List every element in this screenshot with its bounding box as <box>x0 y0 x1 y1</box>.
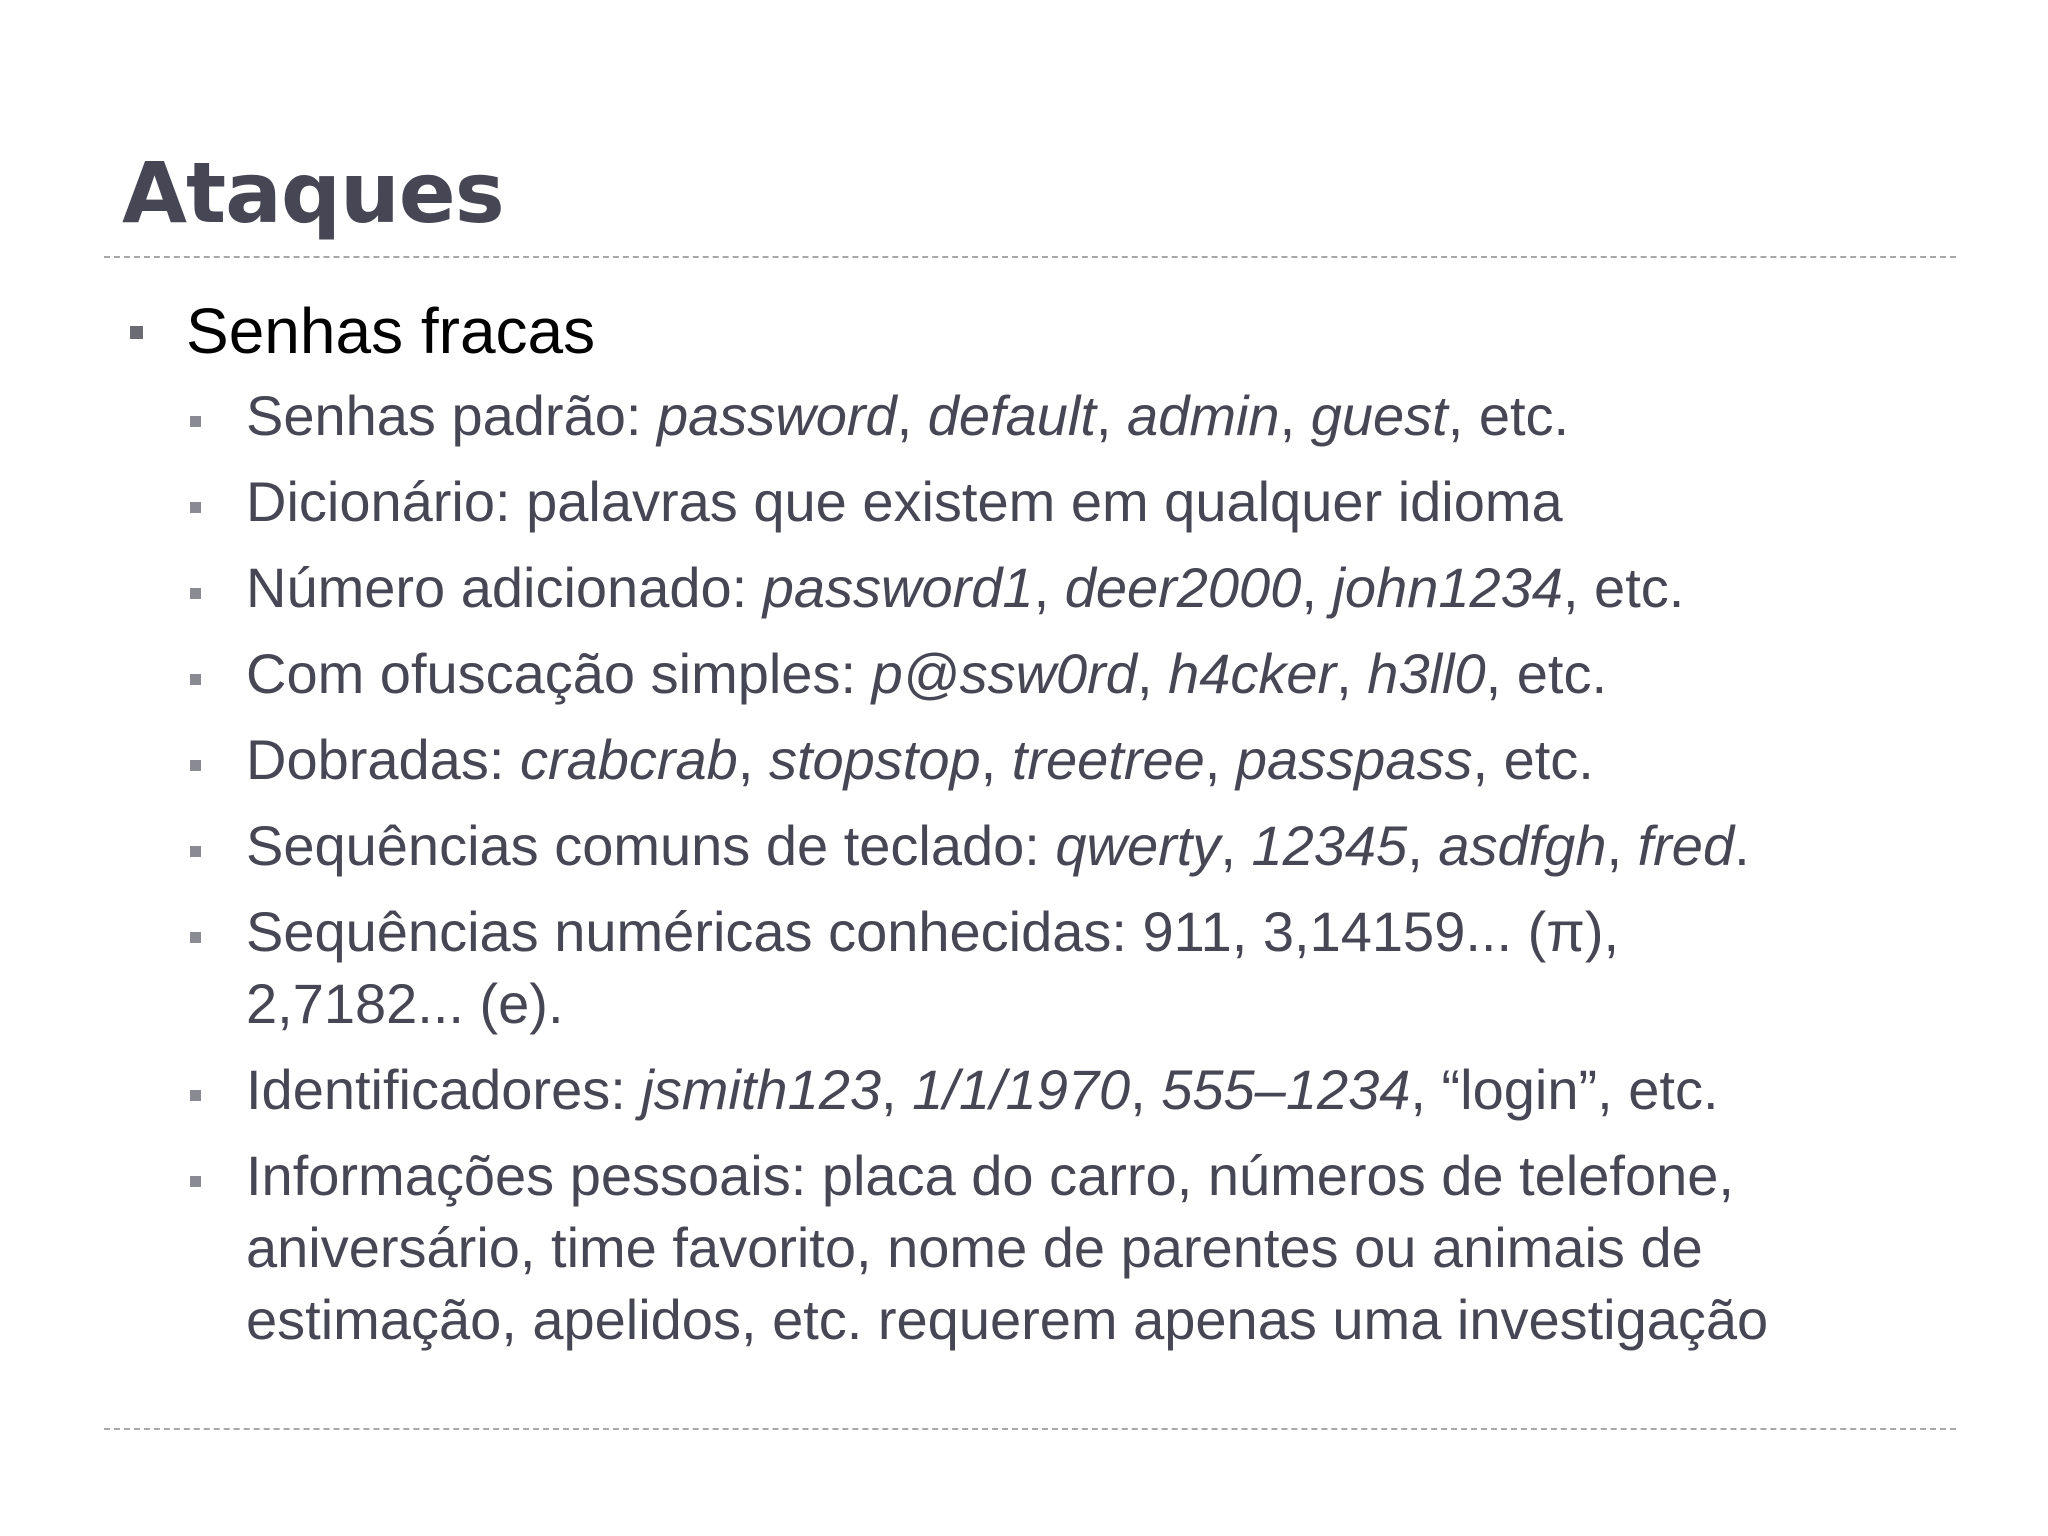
example-term: qwerty <box>1055 814 1221 877</box>
sub-bullet-line <box>246 1284 1966 1356</box>
example-term: deer2000 <box>1064 556 1302 619</box>
example-term: jsmith123 <box>641 1058 882 1121</box>
sub-bullet-line <box>246 638 1966 710</box>
sub-bullet-text: Número adicionado: <box>246 556 763 619</box>
example-term: passpass <box>1235 728 1473 791</box>
sub-bullet-item <box>246 724 1966 796</box>
sub-bullet-text: , etc. <box>1472 728 1594 791</box>
sub-bullet-text: , <box>881 1058 913 1121</box>
sub-bullet-text: estimação, apelidos, etc. requerem apenas uma investigação <box>246 1288 1769 1351</box>
bullet-text: Senhas fracas <box>186 295 596 367</box>
sub-bullet-text: , <box>1279 384 1311 447</box>
example-term: h4cker <box>1168 642 1337 705</box>
example-term: 555–1234 <box>1161 1058 1411 1121</box>
sub-bullet-text: Informações pessoais: placa do carro, números de telefone, <box>246 1144 1734 1207</box>
sub-bullet-text: Dicionário: palavras que existem em qualquer idioma <box>246 470 1563 533</box>
sub-bullet-text: 2,7182... (e). <box>246 972 564 1035</box>
sub-bullet-text: , <box>1301 556 1333 619</box>
sub-bullet-text: , “login”, etc. <box>1410 1058 1719 1121</box>
sub-bullet-square-icon <box>190 1090 201 1101</box>
sub-bullet-line <box>246 896 1966 968</box>
slide-title: Ataques <box>122 144 504 242</box>
sub-bullet-text: , <box>980 728 1012 791</box>
sub-bullet-text: , <box>1220 814 1252 877</box>
sub-bullet-line <box>246 1212 1966 1284</box>
bullet-senhas-fracas <box>186 290 595 372</box>
example-term: admin <box>1127 384 1280 447</box>
sub-bullet-text: , <box>1407 814 1439 877</box>
title-divider <box>104 256 1956 258</box>
sub-bullet-text: Senhas padrão: <box>246 384 657 447</box>
sub-bullet-item <box>246 1140 1966 1356</box>
sub-bullet-line <box>246 968 1966 1040</box>
bullet-square-icon <box>130 326 143 339</box>
sub-bullet-square-icon <box>190 674 201 685</box>
sub-bullet-text: Sequências comuns de teclado: <box>246 814 1056 877</box>
sub-bullet-item <box>246 552 1966 624</box>
sub-bullet-item <box>246 380 1966 452</box>
example-term: stopstop <box>768 728 981 791</box>
sub-bullet-line <box>246 1054 1966 1126</box>
sub-bullet-text: , etc. <box>1562 556 1685 619</box>
example-term: p@ssw0rd <box>871 642 1137 705</box>
example-term: password <box>656 384 897 447</box>
sub-bullet-text: , <box>1033 556 1065 619</box>
sub-bullet-text: , <box>1136 642 1169 705</box>
example-term: h3ll0 <box>1367 642 1486 705</box>
example-term: guest <box>1310 384 1448 447</box>
sub-bullet-square-icon <box>190 416 201 427</box>
sub-bullet-text: Sequências numéricas conhecidas: 911, 3,14159... (π), <box>246 900 1620 963</box>
sub-bullet-line <box>246 380 1966 452</box>
sub-bullet-line <box>246 552 1966 624</box>
example-term: john1234 <box>1332 556 1563 619</box>
footer-divider <box>104 1428 1956 1430</box>
sub-bullet-item <box>246 810 1966 882</box>
sub-bullet-line <box>246 810 1966 882</box>
example-term: 1/1/1970 <box>912 1058 1131 1121</box>
example-term: fred <box>1637 814 1735 877</box>
sub-bullet-text: , etc. <box>1447 384 1570 447</box>
sub-bullet-text: , etc. <box>1485 642 1608 705</box>
sub-bullet-square-icon <box>190 932 201 943</box>
sub-bullet-text: , <box>1095 384 1128 447</box>
sub-bullet-text: aniversário, time favorito, nome de parentes ou animais de <box>246 1216 1703 1279</box>
example-term: password1 <box>762 556 1034 619</box>
sub-bullet-text: , <box>737 728 769 791</box>
sub-bullet-square-icon <box>190 846 201 857</box>
sub-bullet-list <box>246 380 1966 1370</box>
sub-bullet-text: , <box>1204 728 1236 791</box>
sub-bullet-text: Com ofuscação simples: <box>246 642 872 705</box>
sub-bullet-text: , <box>1336 642 1368 705</box>
sub-bullet-line <box>246 1140 1966 1212</box>
sub-bullet-text: Dobradas: <box>246 728 520 791</box>
example-term: asdfgh <box>1438 814 1607 877</box>
sub-bullet-square-icon <box>190 760 201 771</box>
sub-bullet-square-icon <box>190 502 201 513</box>
example-term: default <box>927 384 1096 447</box>
example-term: 12345 <box>1251 814 1408 877</box>
sub-bullet-line <box>246 466 1966 538</box>
sub-bullet-item <box>246 1054 1966 1126</box>
sub-bullet-item <box>246 896 1966 1040</box>
sub-bullet-line <box>246 724 1966 796</box>
sub-bullet-text: Identificadores: <box>246 1058 642 1121</box>
sub-bullet-text: , <box>1130 1058 1162 1121</box>
sub-bullet-square-icon <box>190 1176 201 1187</box>
sub-bullet-text: , <box>1606 814 1638 877</box>
sub-bullet-item <box>246 466 1966 538</box>
example-term: crabcrab <box>519 728 738 791</box>
sub-bullet-square-icon <box>190 588 201 599</box>
example-term: treetree <box>1011 728 1205 791</box>
sub-bullet-text: . <box>1734 814 1750 877</box>
sub-bullet-text: , <box>896 384 928 447</box>
sub-bullet-item <box>246 638 1966 710</box>
